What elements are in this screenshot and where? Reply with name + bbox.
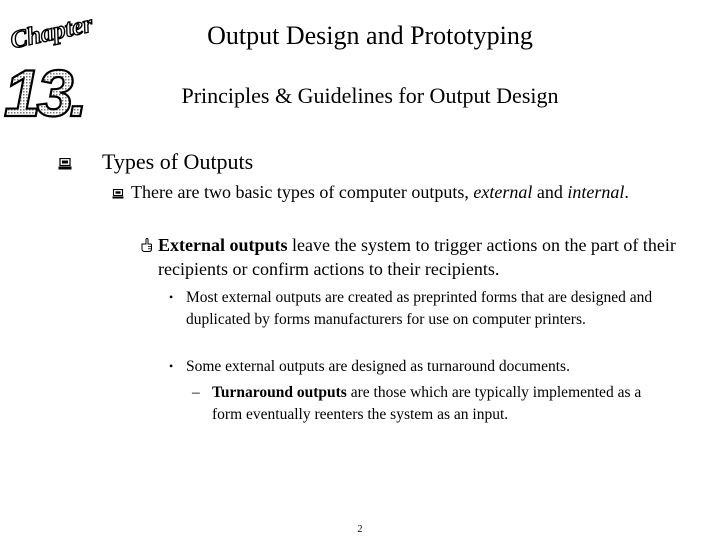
- page-number: 2: [357, 524, 363, 535]
- external-outputs-text: leave the system to trigger actions on the part of their recipients or confirm actions to their recipients.: [158, 235, 676, 279]
- pointing-hand-icon: [141, 238, 152, 252]
- computer-bullet-icon: [58, 158, 72, 170]
- slide-subtitle: Principles & Guidelines for Output Design: [181, 83, 559, 108]
- chapter-13-logo: [2, 4, 106, 128]
- dash-bullet: –: [192, 384, 200, 401]
- term-external: external: [473, 182, 533, 202]
- turnaround-documents-item: Some external outputs are designed as turnaround documents.: [186, 358, 570, 375]
- turnaround-outputs-paragraph: [212, 382, 652, 426]
- logo-chapter-number: 13.: [4, 56, 84, 128]
- external-outputs-paragraph: [158, 233, 703, 281]
- section-heading: Types of Outputs: [102, 149, 254, 174]
- external-outputs-term: External outputs: [158, 235, 288, 255]
- dot-bullet-2: •: [169, 359, 174, 373]
- term-internal: internal: [567, 182, 625, 202]
- dot-bullet-1: •: [169, 290, 174, 304]
- intro-text-before: There are two basic types of computer outputs,: [131, 182, 474, 202]
- monitor-bullet-icon: [112, 189, 124, 199]
- intro-text-and: and: [532, 182, 568, 202]
- turnaround-outputs-term: Turnaround outputs: [212, 384, 347, 401]
- preprinted-forms-item: Most external outputs are created as preprinted forms that are designed and duplicated by forms manufacturers for use on computer printers.: [186, 289, 653, 328]
- slide-title: Output Design and Prototyping: [207, 21, 533, 50]
- logo-chapter-word: Chapter: [7, 10, 96, 55]
- intro-paragraph: [131, 180, 701, 204]
- intro-text-end: .: [624, 182, 629, 202]
- turnaround-outputs-text: are those which are typically implemented as a form eventually reenters the system as an input.: [212, 384, 642, 423]
